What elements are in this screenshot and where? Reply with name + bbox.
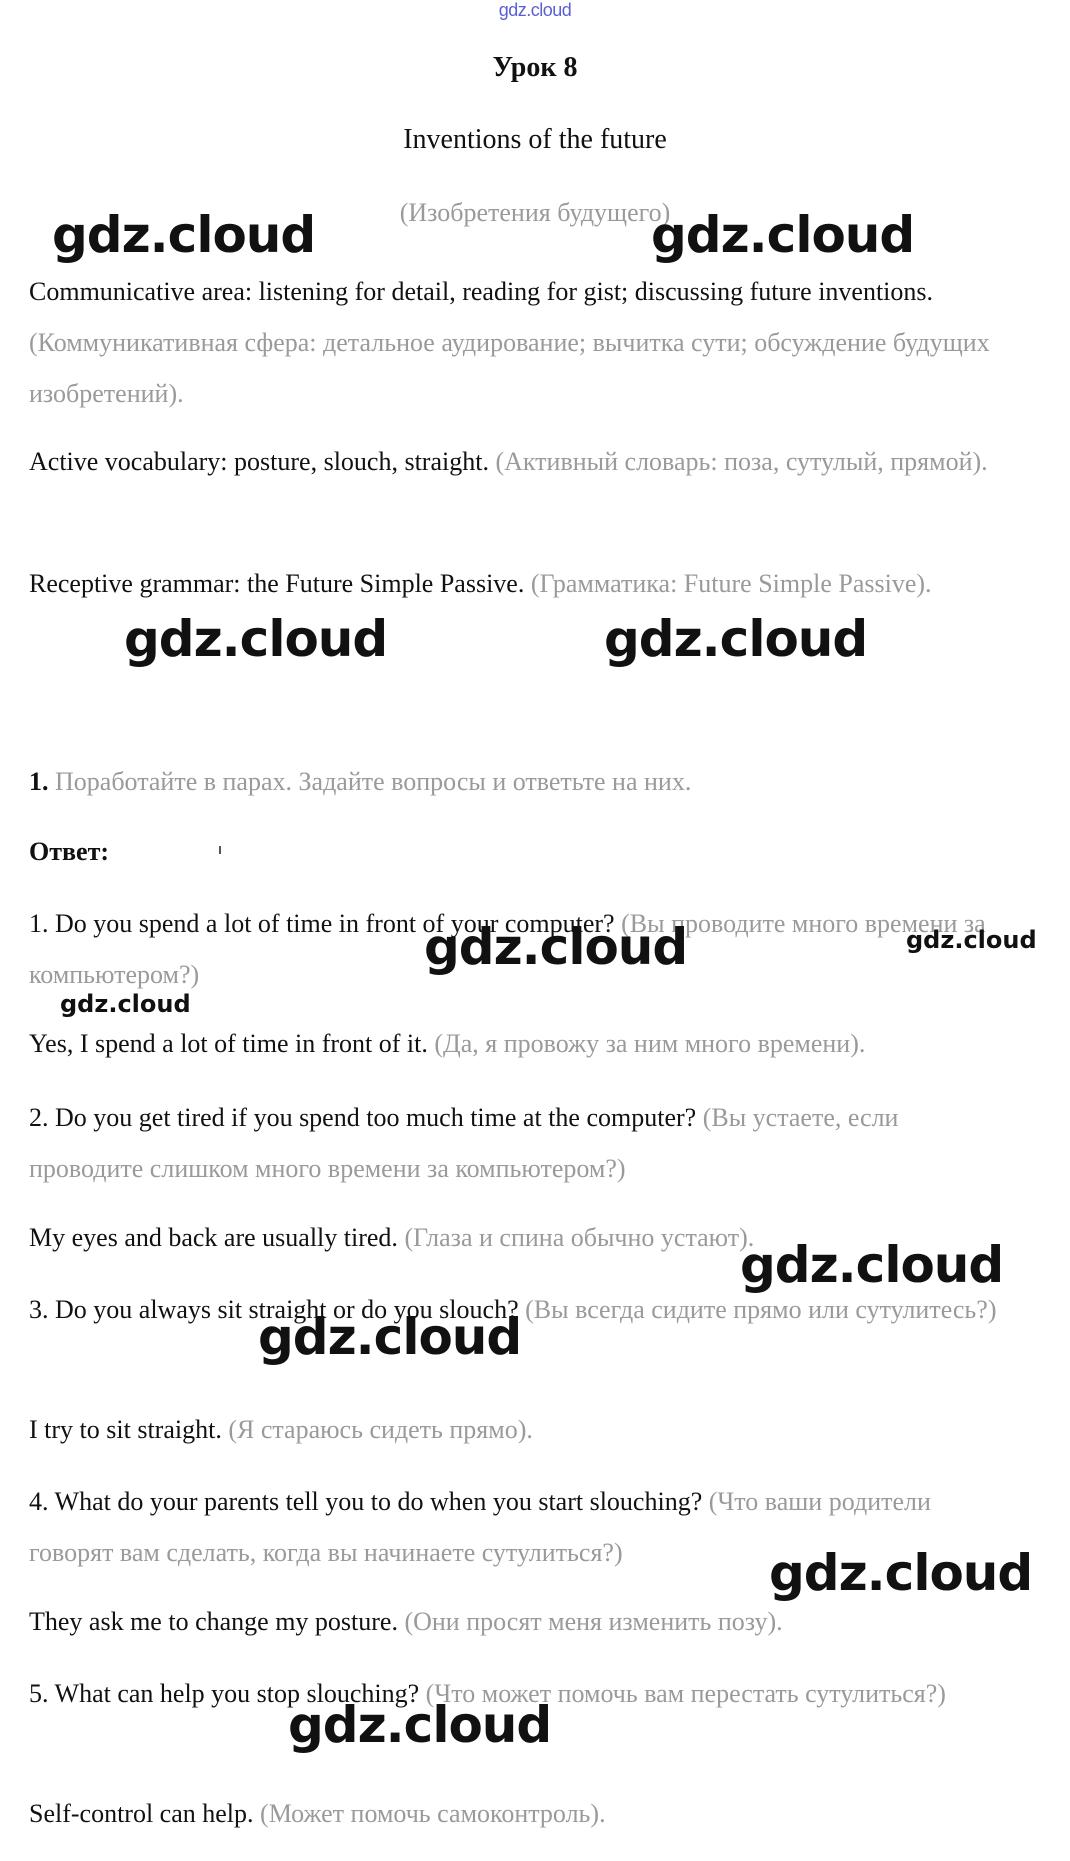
question-3-translation: (Вы всегда сидите прямо или сутулитесь?) [525,1295,997,1324]
communicative-area-translation: (Коммуникативная сфера: детальное аудирование; вычитка сути; обсуждение будущих изобретений). [29,328,990,408]
watermark: gdz.cloud [740,1236,1004,1294]
watermark: gdz.cloud [604,610,868,668]
answer-2-translation: (Глаза и спина обычно устают). [404,1223,755,1252]
lesson-subtitle: Inventions of the future [403,124,667,155]
watermark: gdz.cloud [124,610,388,668]
answer-1-translation: (Да, я провожу за ним много времени). [434,1029,866,1058]
watermark: gdz.cloud [769,1544,1033,1602]
communicative-area-paragraph [29,266,1019,419]
watermark: gdz.cloud [424,918,688,976]
watermark: gdz.cloud [651,206,915,264]
answer-2-text: My eyes and back are usually tired. [29,1223,398,1252]
active-vocabulary-text: Active vocabulary: posture, slouch, straight. [29,447,489,476]
watermark: gdz.cloud [906,926,1037,954]
answer-3-translation: (Я стараюсь сидеть прямо). [228,1415,533,1444]
question-3-text: 3. Do you always sit straight or do you slouch? [29,1295,519,1324]
answer-5 [29,1788,1019,1839]
receptive-grammar-paragraph [29,558,1019,609]
lesson-subtitle-translation: (Изобретения будущего) [399,198,671,227]
question-4-translation: (Что ваши родители говорят вам сделать, когда вы начинаете сутулиться?) [29,1487,931,1567]
communicative-area-text: Communicative area: listening for detail, reading for gist; discussing future inventions. [29,277,934,306]
receptive-grammar-text: Receptive grammar: the Future Simple Passive. [29,569,525,598]
watermark: gdz.cloud [60,990,191,1018]
watermark: gdz.cloud [52,206,316,264]
question-1-translation: (Вы проводите много времени за компьютером?) [29,909,986,989]
watermark: gdz.cloud [288,1696,552,1754]
question-5-translation: (Что может помочь вам перестать сутулиться?) [425,1679,946,1708]
answer-5-text: Self-control can help. [29,1799,254,1828]
receptive-grammar-translation: (Грамматика: Future Simple Passive). [530,569,932,598]
question-2 [29,1092,1019,1194]
active-vocabulary-translation: (Активный словарь: поза, сутулый, прямой). [495,447,988,476]
answer-3 [29,1404,1019,1455]
active-vocabulary-paragraph [29,436,1019,487]
exercise-instruction-text: Поработайте в парах. Задайте вопросы и ответьте на них. [55,767,692,796]
question-1-text: 1. Do you spend a lot of time in front of your computer? [29,909,615,938]
question-2-text: 2. Do you get tired if you spend too much time at the computer? [29,1103,697,1132]
question-4-text: 4. What do your parents tell you to do when you start slouching? [29,1487,703,1516]
answer-4-text: They ask me to change my posture. [29,1607,398,1636]
stray-mark [219,846,221,854]
answer-4 [29,1596,1019,1647]
question-5-text: 5. What can help you stop slouching? [29,1679,420,1708]
answer-5-translation: (Может помочь самоконтроль). [260,1799,606,1828]
answer-3-text: I try to sit straight. [29,1415,222,1444]
answer-4-translation: (Они просят меня изменить позу). [404,1607,783,1636]
answer-1 [29,1018,1019,1069]
exercise-number: 1. [29,767,49,796]
lesson-title: Урок 8 [492,52,578,83]
question-2-translation: (Вы устаете, если проводите слишком много времени за компьютером?) [29,1103,899,1183]
site-logo[interactable]: gdz.cloud [498,0,572,20]
exercise-instruction [29,756,1019,807]
watermark: gdz.cloud [258,1308,522,1366]
answer-label: Ответ: [29,837,110,866]
answer-1-text: Yes, I spend a lot of time in front of it. [29,1029,428,1058]
